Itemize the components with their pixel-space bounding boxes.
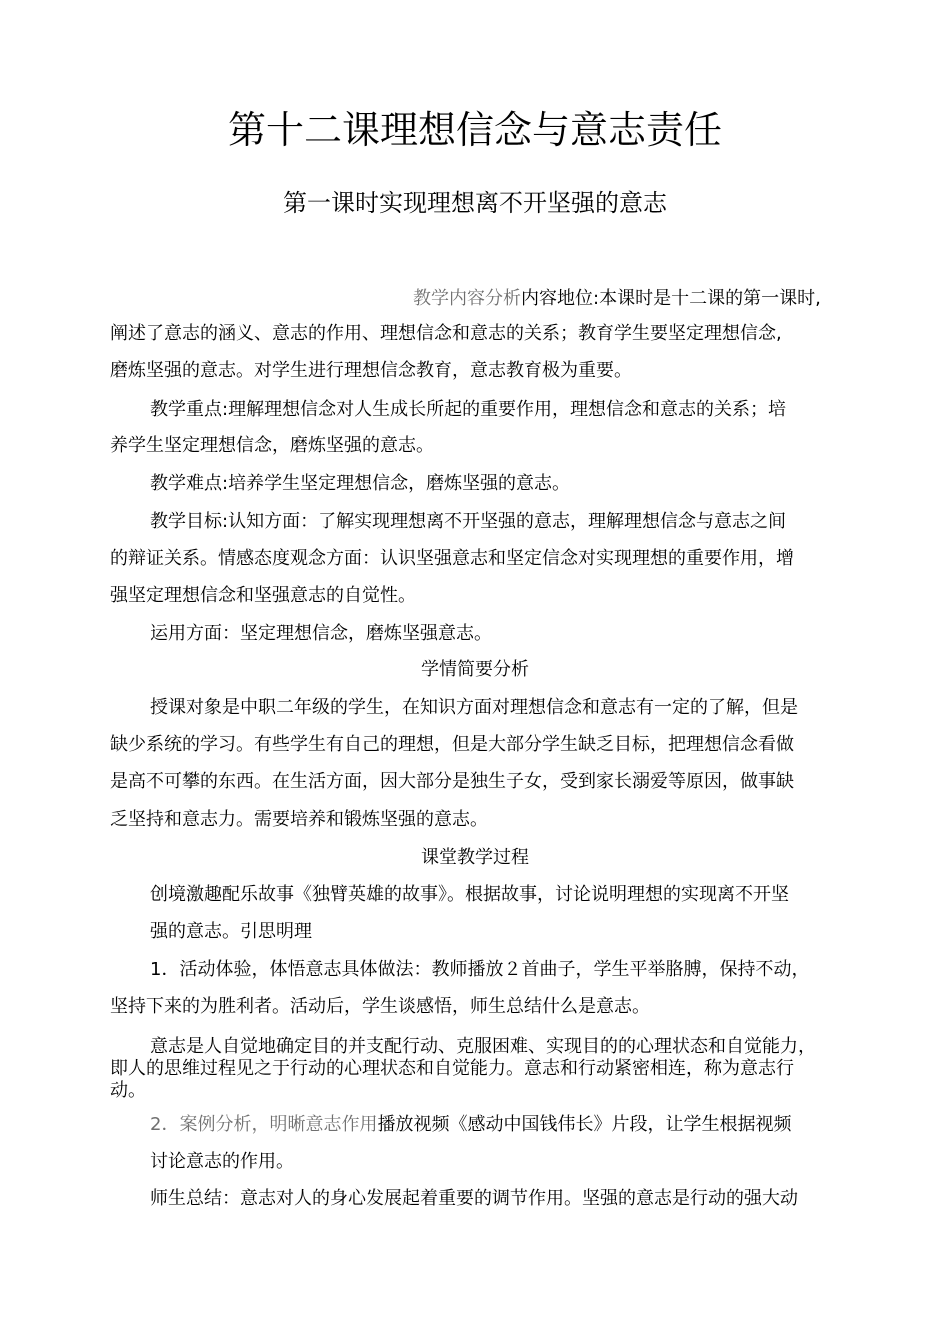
key-points-line: 养学生坚定理想信念，磨炼坚强的意志。 [110,435,434,456]
case-analysis-label: 2．案例分析，明晰意志作用 [150,1114,378,1135]
key-points-line: 教学重点:理解理想信念对人生成长所起的重要作用，理想信念和意志的关系；培 [150,399,787,420]
content-analysis-line: 磨炼坚强的意志。对学生进行理想信念教育，意志教育极为重要。 [110,360,632,381]
student-analysis-line: 乏坚持和意志力。需要培养和锻炼坚强的意志。 [110,809,488,830]
summary-line: 师生总结：意志对人的身心发展起着重要的调节作用。坚强的意志是行动的强大动 [150,1188,798,1209]
objectives-line: 教学目标:认知方面：了解实现理想离不开坚强的意志，理解理想信念与意志之间 [150,511,787,532]
definition-line: 意志是人自觉地确定目的并支配行动、克服困难、实现目的的心理状态和自觉能力， [150,1036,816,1057]
content-analysis-text: 内容地位:本课时是十二课的第一课时, [521,288,821,309]
student-analysis-line: 是高不可攀的东西。在生活方面，因大部分是独生子女，受到家长溺爱等原因，做事缺 [110,771,794,792]
objectives-line: 的辩证关系。情感态度观念方面：认识坚强意志和坚定信念对实现理想的重要作用，增 [110,548,794,569]
process-heading: 课堂教学过程 [421,847,529,868]
definition-line: 动。 [110,1080,146,1101]
page-subtitle: 第一课时实现理想离不开坚强的意志 [283,189,667,217]
student-analysis-heading: 学情简要分析 [421,659,529,680]
objectives-line: 强坚定理想信念和坚强意志的自觉性。 [110,585,416,606]
page-title: 第十二课理想信念与意志责任 [227,108,722,152]
definition-line: 即人的思维过程见之于行动的心理状态和自觉能力。意志和行动紧密相连，称为意志行 [110,1058,794,1079]
difficulty-line: 教学难点:培养学生坚定理想信念，磨炼坚强的意志。 [150,473,571,494]
case-analysis-paragraph [150,1113,791,1137]
case-analysis-text: 播放视频《感动中国钱伟长》片段，让学生根据视频 [377,1114,792,1135]
intro-line: 创境激趣配乐故事《独臂英雄的故事》。根据故事，讨论说明理想的实现离不开坚 [150,884,789,905]
content-analysis-paragraph [413,287,821,311]
student-analysis-line: 缺少系统的学习。有些学生有自己的理想，但是大部分学生缺乏目标，把理想信念看做 [110,734,794,755]
case-analysis-line: 讨论意志的作用。 [150,1151,294,1172]
application-line: 运用方面：坚定理想信念，磨炼坚强意志。 [150,623,492,644]
intro-line: 强的意志。引思明理 [150,921,312,942]
content-analysis-line: 阐述了意志的涵义、意志的作用、理想信念和意志的关系；教育学生要坚定理想信念, [110,323,782,344]
content-analysis-label: 教学内容分析 [413,288,521,309]
student-analysis-line: 授课对象是中职二年级的学生，在知识方面对理想信念和意志有一定的了解，但是 [150,697,798,718]
activity-line: 1．活动体验，体悟意志具体做法：教师播放２首曲子，学生平举胳膊，保持不动， [150,959,810,980]
activity-line: 坚持下来的为胜利者。活动后，学生谈感悟，师生总结什么是意志。 [110,996,650,1017]
